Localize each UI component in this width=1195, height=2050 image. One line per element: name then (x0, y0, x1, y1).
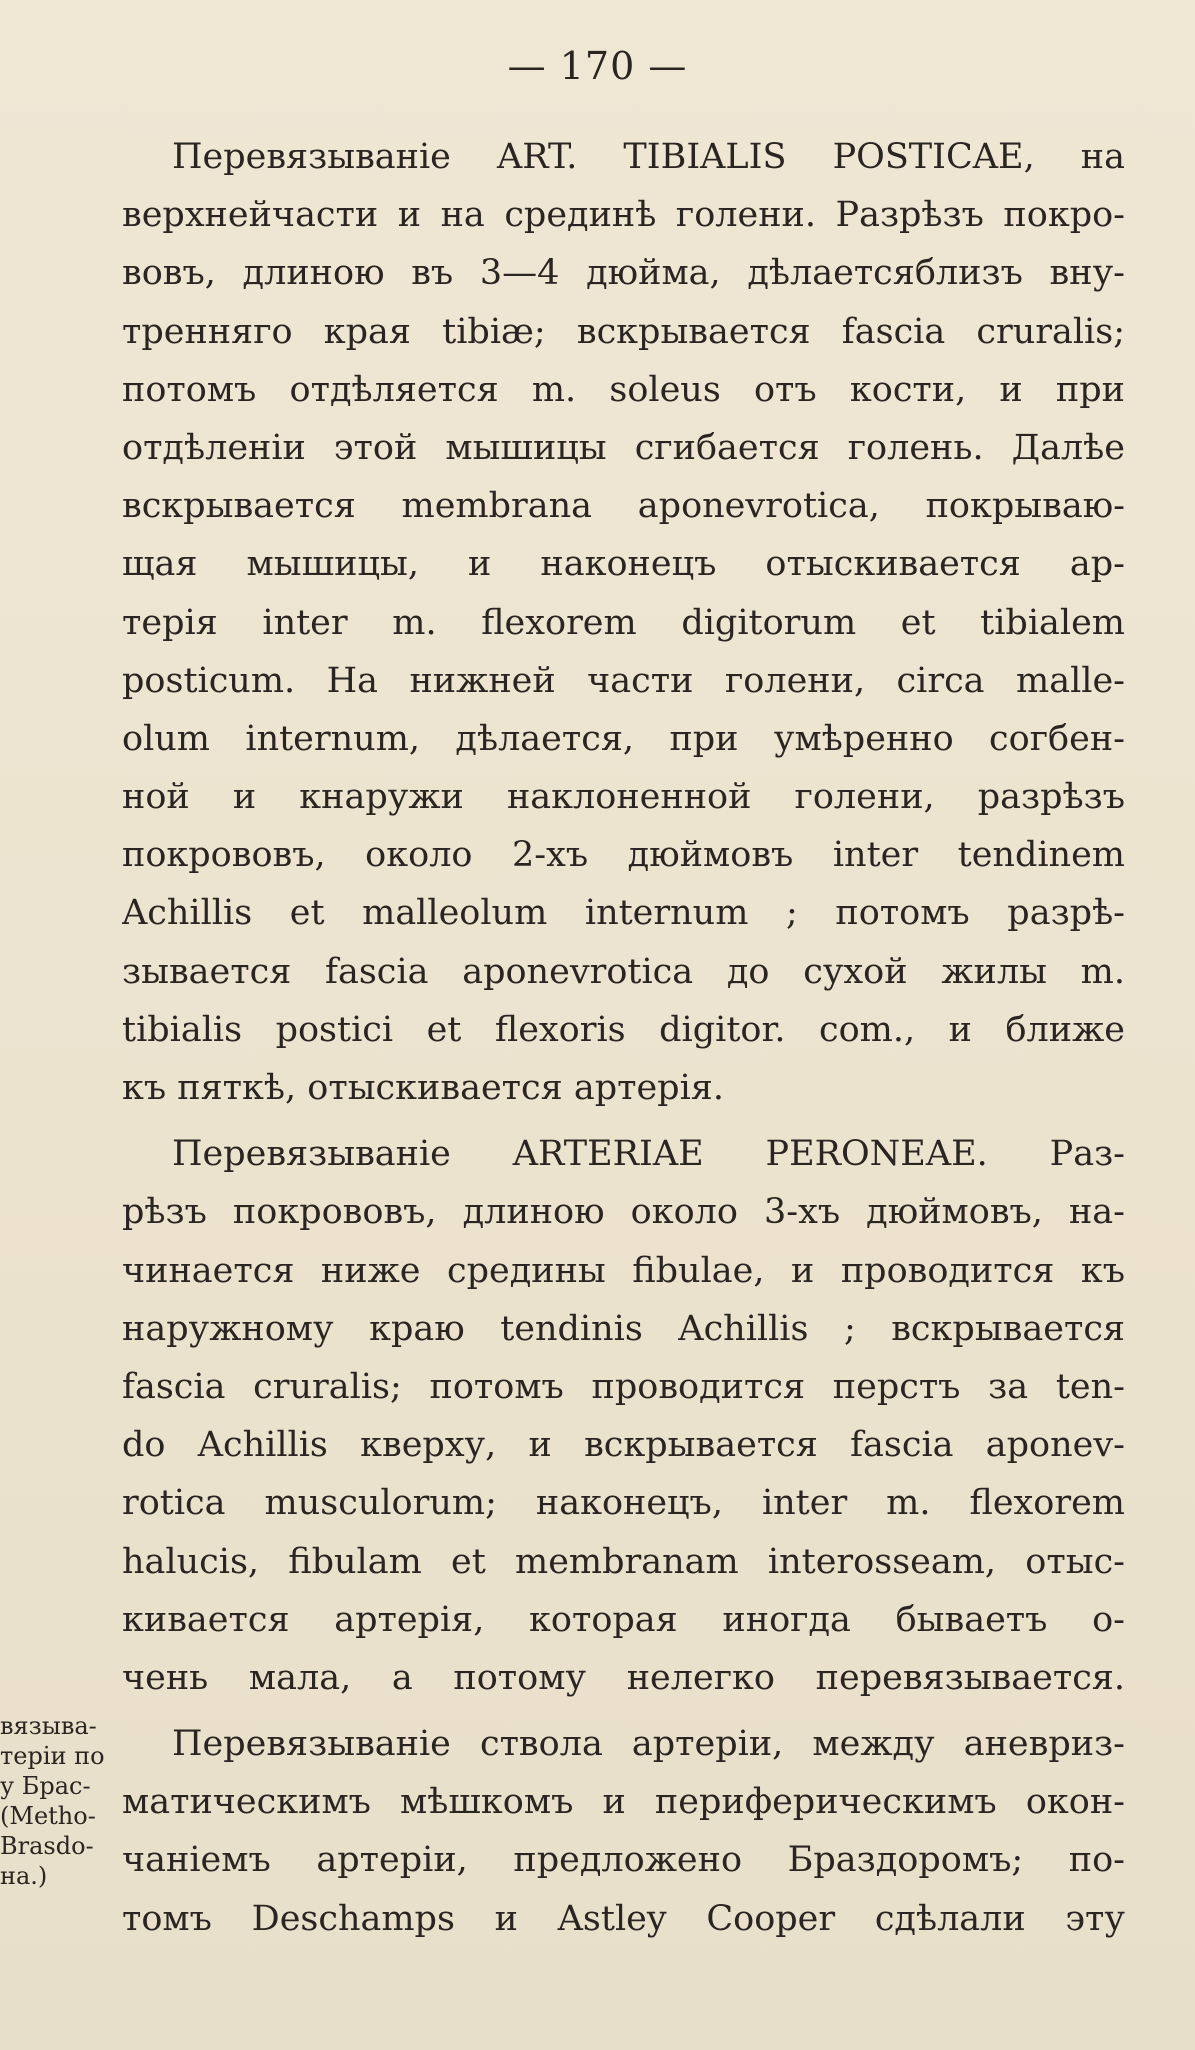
text-line: щая мышицы, и наконецъ отыскивается ар- (122, 544, 1125, 585)
paragraph-gap (122, 1707, 1125, 1715)
text-line: olum internum, дѣлается, при умѣренно согбен- (122, 718, 1125, 759)
margin-note-line: теріи по (0, 1742, 105, 1770)
text-line: tibialis postici et flexoris digitor. com., и ближе (122, 1009, 1125, 1050)
text-line: потомъ отдѣляется m. soleus отъ кости, и при (122, 369, 1125, 410)
paragraph-gap (122, 1117, 1125, 1125)
text-line: вовъ, длиною въ 3—4 дюйма, дѣлаетсяблизъ вну- (122, 253, 1125, 294)
text-line: тренняго края tibiæ; вскрывается fascia cruralis; (122, 311, 1125, 352)
margin-note-line: (Metho- (0, 1802, 96, 1830)
text-line: чинается ниже средины fibulae, и проводится къ (122, 1250, 1125, 1291)
text-line: rotica musculorum; наконецъ, inter m. flexorem (122, 1483, 1125, 1524)
text-line: кивается артерія, которая иногда бываетъ о- (122, 1599, 1125, 1640)
text-line: posticum. На нижней части голени, circa malle- (122, 660, 1125, 701)
text-line: наружному краю tendinis Achillis ; вскрывается (122, 1308, 1125, 1349)
margin-note (0, 1711, 116, 1891)
text-line: fascia cruralis; потомъ проводится перстъ за ten- (122, 1366, 1125, 1407)
text-line: томъ Deschamps и Astley Cooper сдѣлали эту (122, 1898, 1125, 1939)
text-line: чень мала, а потому нелегко перевязывается. (122, 1657, 1125, 1698)
text-line: Перевязываніе ARTERIAE PERONEAE. Раз- (172, 1134, 1125, 1175)
text-line: Перевязываніе ствола артеріи, между аневриз- (172, 1724, 1125, 1765)
text-line: do Achillis кверху, и вскрывается fascia aponev- (122, 1425, 1125, 1466)
text-line: рѣзъ покрововъ, длиною около 3-хъ дюймовъ, на- (122, 1192, 1125, 1233)
margin-note-line: у Брас- (0, 1772, 91, 1800)
text-line: чаніемъ артеріи, предложено Браздоромъ; по- (122, 1840, 1125, 1881)
margin-note-line: на.) (0, 1862, 48, 1890)
text-line: матическимъ мѣшкомъ и периферическимъ окон- (122, 1782, 1125, 1823)
text-line: ной и кнаружи наклоненной голени, разрѣзъ (122, 777, 1125, 818)
page-number: — 170 — (507, 44, 688, 88)
text-line: halucis, fibulam et membranam interosseam, отыс- (122, 1541, 1125, 1582)
text-line: вскрывается membrana aponevrotica, покрываю- (122, 486, 1125, 527)
body-text (122, 128, 1125, 1948)
text-line: терія inter m. flexorem digitorum et tibialem (122, 602, 1125, 643)
text-line: покрововъ, около 2-хъ дюймовъ inter tendinem (122, 835, 1125, 876)
text-line: зывается fascia aponevrotica до сухой жилы m. (122, 951, 1125, 992)
margin-note-line: вязыва- (0, 1712, 97, 1740)
text-line: верхнейчасти и на срединѣ голени. Разрѣзъ покро- (122, 195, 1125, 236)
text-line: Achillis et malleolum internum ; потомъ разрѣ- (122, 893, 1125, 934)
text-line: къ пяткѣ, отыскивается артерія. (122, 1068, 724, 1108)
text-line: отдѣленіи этой мышицы сгибается голень. Далѣе (122, 427, 1125, 468)
text-line: Перевязываніе ART. TIBIALIS POSTICAE, на (172, 137, 1125, 177)
margin-note-line: Brasdo- (0, 1832, 94, 1860)
